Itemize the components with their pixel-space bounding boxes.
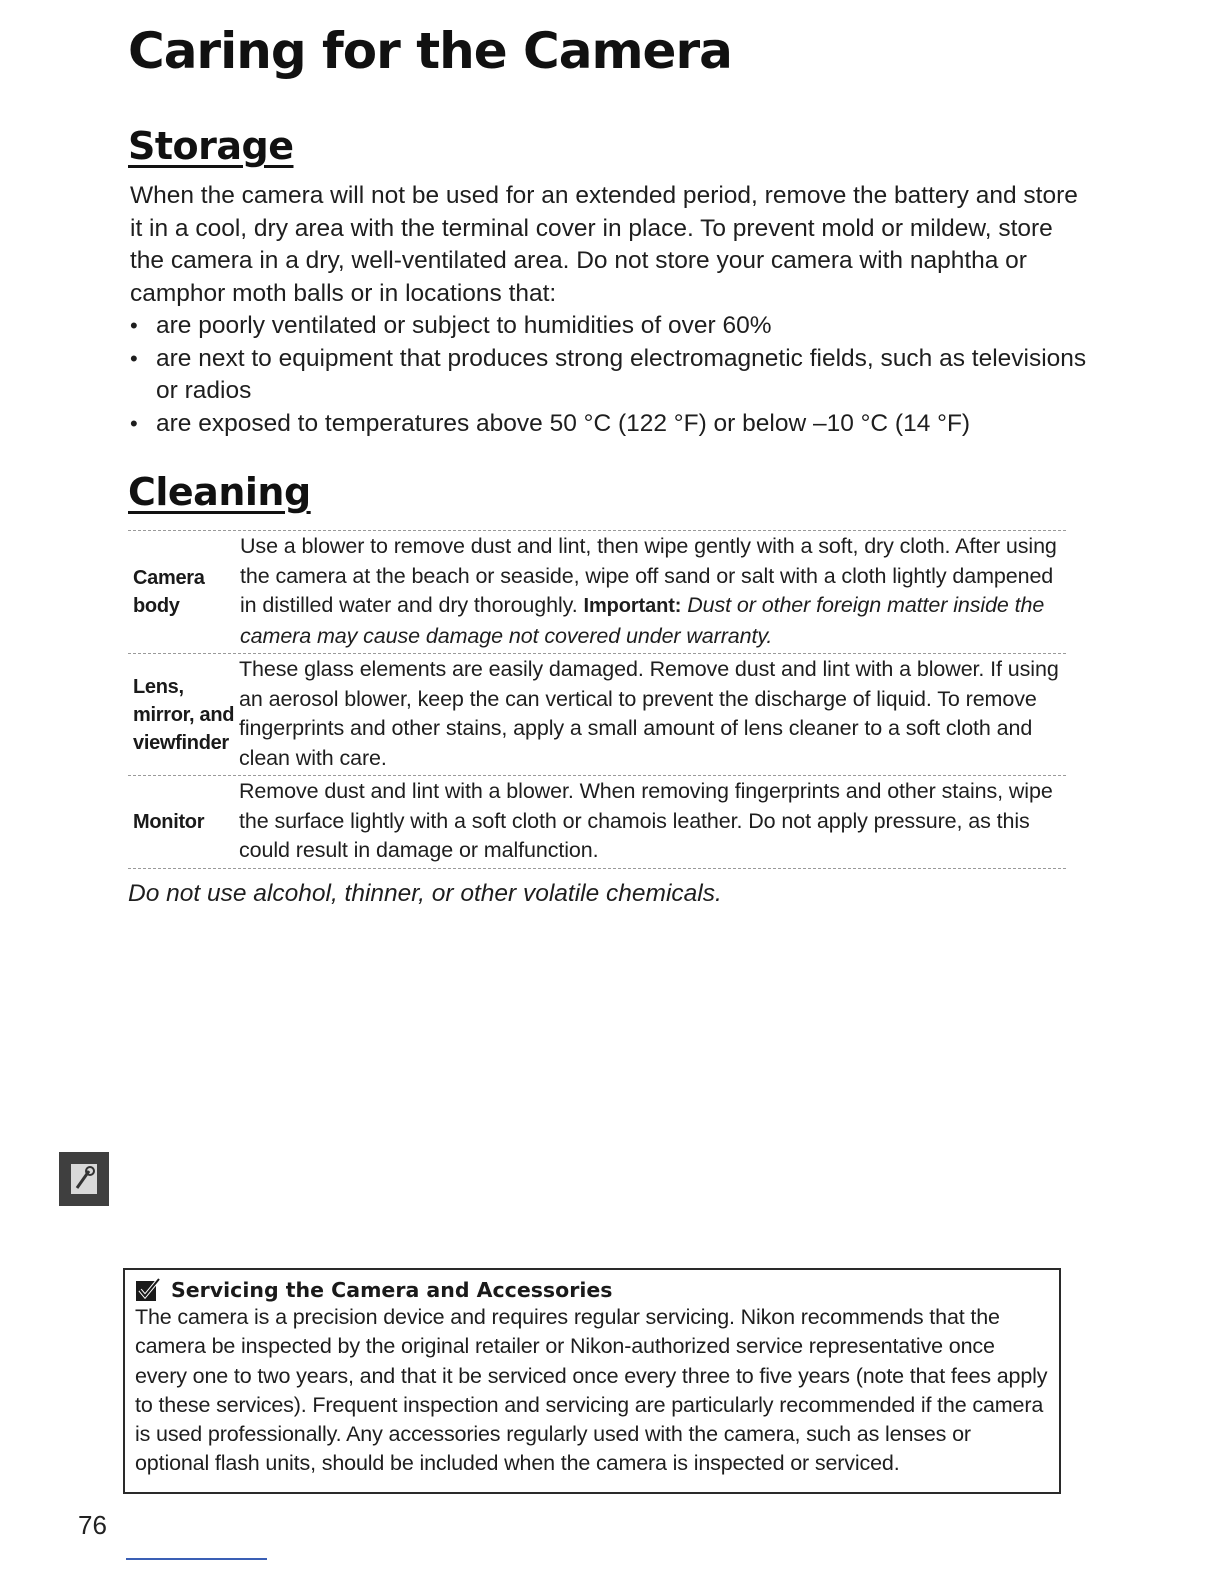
cleaning-table [128,530,1066,869]
note-title: Servicing the Camera and Accessories [171,1278,613,1302]
table-row [128,775,1066,869]
servicing-note-box [123,1268,1061,1494]
storage-heading: Storage [128,124,294,168]
table-row [128,530,1066,653]
checkmark-note-icon [135,1278,161,1302]
page-number: 76 [78,1510,107,1540]
note-body: The camera is a precision device and requires regular servicing. Nikon recommends that the camera be inspected by the original retailer or Nikon-authorized service representative once every one to two years, and that it be serviced once every three to five years (note that fees apply to these services). Frequent inspection and servicing are particularly recommended if the camera is used professionally. Any accessories regularly used with the camera, such as lenses or optional flash units, should be included when the camera is inspected or serviced. [135,1305,1048,1476]
row-text-camera-body [240,531,1066,653]
note-header [135,1278,1049,1302]
row-text-monitor: Remove dust and lint with a blower. When removing fingerprints and other stains, wipe the surface lightly with a soft cloth or chamois leather. Do not apply pressure, as this could result in damage or malfunction. [239,779,1053,862]
storage-bullet-list [130,310,1090,440]
cleaning-warning: Do not use alcohol, thinner, or other volatile chemicals. [128,880,722,907]
page-title: Caring for the Camera [128,22,732,80]
table-row [128,653,1066,775]
wrench-tab-icon [69,1162,99,1196]
storage-section [130,180,1090,440]
list-item: • are poorly ventilated or subject to humidities of over 60% [130,310,1090,343]
row-label-camera-body: Camera body [133,567,205,617]
row-text-lens-mirror-viewfinder: These glass elements are easily damaged. Remove dust and lint with a blower. If using an aerosol blower, keep the can vertical to prevent the discharge of liquid. To remove fingerprints and other stains, apply a small amount of lens cleaner to a soft cloth and clean with care. [239,657,1059,770]
row-label-lens-mirror-viewfinder: Lens, mirror, and viewfinder [133,675,235,754]
cleaning-heading: Cleaning [128,470,311,514]
camera-body-instructions: Use a blower to remove dust and lint, then wipe gently with a soft, dry cloth. After using the camera at the beach or seaside, wipe off sand or salt with a cloth lightly dampened in distilled water and dry thoroughly. [240,534,1057,617]
list-item: • are exposed to temperatures above 50 °C (122 °F) or below –10 °C (14 °F) [130,408,1090,441]
section-tab-marker [59,1152,109,1206]
important-text: Dust or other foreign matter inside the camera may cause damage not covered under warranty. [240,593,1045,648]
footer-divider [126,1558,267,1560]
important-label: Important: [583,595,682,617]
storage-intro: When the camera will not be used for an extended period, remove the battery and store it in a cool, dry area with the terminal cover in place. To prevent mold or mildew, store the camera in a dry, well-ventilated area. Do not store your camera with naphtha or camphor moth balls or in locations that: [130,182,1078,307]
list-item: • are next to equipment that produces strong electromagnetic fields, such as televisions or radios [130,343,1090,408]
row-label-monitor: Monitor [133,810,205,833]
